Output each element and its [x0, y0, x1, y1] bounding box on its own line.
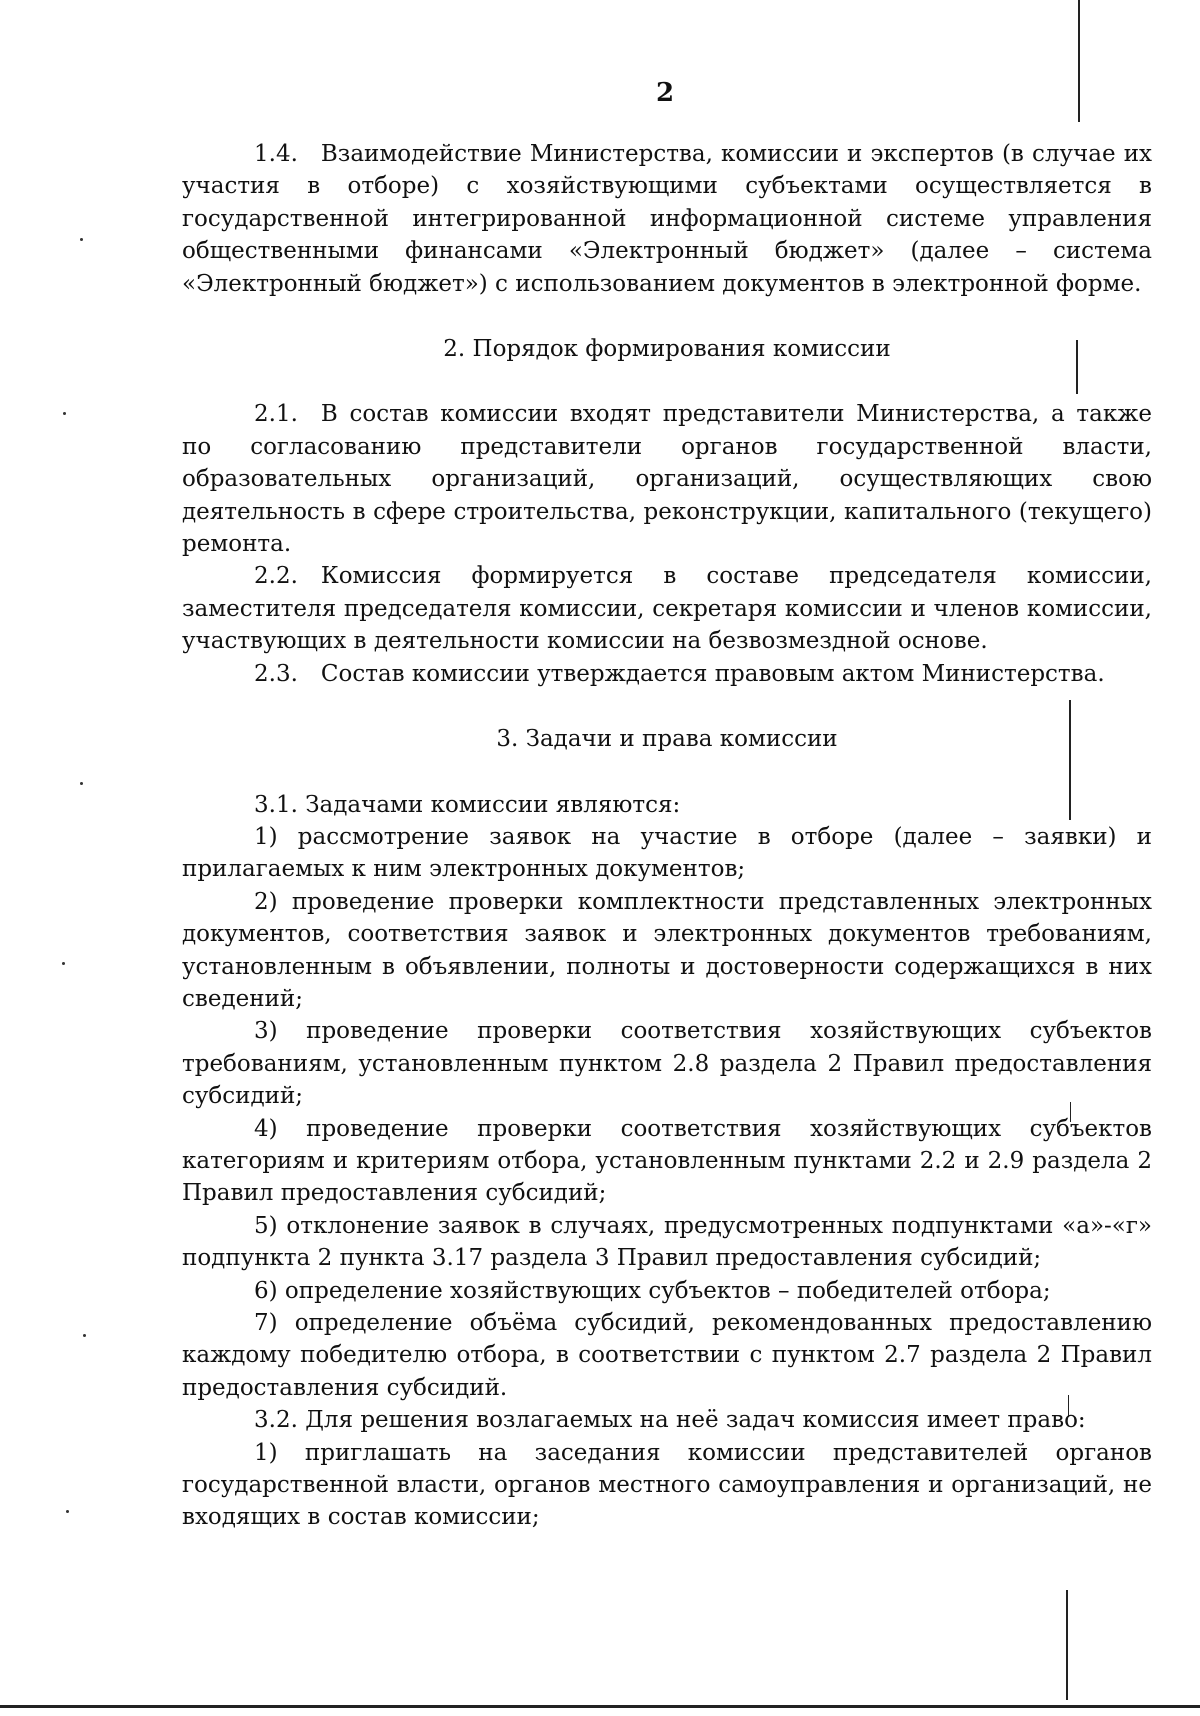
scan-speck — [63, 412, 66, 415]
paragraph-3-2: 3.2. Для решения возлагаемых на неё задач комиссия имеет право: — [254, 1407, 1086, 1434]
list-item-3-1-3: 3) проведение проверки соответствия хозяйствующих субъектов требованиям, установленным пунктом 2.8 раздела 2 Правил предоставления субсидий; — [182, 1018, 1152, 1110]
document-body — [182, 138, 1152, 1534]
scan-speck — [83, 1334, 86, 1337]
scan-artifact-line — [1066, 1590, 1068, 1700]
paragraph-1-4: 1.4. Взаимодействие Министерства, комиссии и экспертов (в случае их участия в отборе) с хозяйствующими субъектами осуществляется в государственной интегрированной информационной системе управления общественными финансами «Электронный бюджет» (далее – система «Электронный бюджет») с использованием документов в электронной форме. — [182, 141, 1152, 297]
scan-speck — [62, 962, 65, 965]
scan-speck — [66, 1510, 69, 1513]
scan-speck — [80, 782, 83, 785]
page-bottom-edge — [0, 1705, 1200, 1708]
paragraph-2-3: 2.3. Состав комиссии утверждается правовым актом Министерства. — [254, 660, 1105, 687]
paragraph-3-1: 3.1. Задачами комиссии являются: — [254, 791, 681, 818]
paragraph-2-2: 2.2. Комиссия формируется в составе председателя комиссии, заместителя председателя комиссии, секретаря комиссии и членов комиссии, участвующих в деятельности комиссии на безвозмездной основе. — [182, 563, 1152, 655]
section-heading-3: 3. Задачи и права комиссии — [496, 726, 838, 753]
list-item-3-2-1: 1) приглашать на заседания комиссии представителей органов государственной власти, органов местного самоуправления и организаций, не входящих в состав комиссии; — [182, 1439, 1152, 1531]
list-item-3-1-1: 1) рассмотрение заявок на участие в отборе (далее – заявки) и прилагаемых к ним электронных документов; — [182, 823, 1152, 883]
page-number: 2 — [655, 78, 675, 108]
list-item-3-1-2: 2) проведение проверки комплектности представленных электронных документов, соответствия заявок и электронных документов требованиям, установленным в объявлении, полноты и достоверности содержащихся в них сведений; — [182, 888, 1152, 1012]
list-item-3-1-6: 6) определение хозяйствующих субъектов – победителей отбора; — [254, 1277, 1051, 1304]
list-item-3-1-5: 5) отклонение заявок в случаях, предусмотренных подпунктами «а»-«г» подпункта 2 пункта 3.17 раздела 3 Правил предоставления субсидий; — [182, 1212, 1152, 1272]
paragraph-2-1: 2.1. В состав комиссии входят представители Министерства, а также по согласованию представители органов государственной власти, образовательных организаций, организаций, осуществляющих свою деятельность в сфере строительства, реконструкции, капитального (текущего) ремонта. — [182, 401, 1152, 558]
list-item-3-1-7: 7) определение объёма субсидий, рекомендованных предоставлению каждому победителю отбора, в соответствии с пунктом 2.7 раздела 2 Правил предоставления субсидий. — [182, 1310, 1152, 1401]
list-item-3-1-4: 4) проведение проверки соответствия хозяйствующих субъектов категориям и критериям отбора, установленным пунктами 2.2 и 2.9 раздела 2 Правил предоставления субсидий; — [182, 1115, 1152, 1207]
scan-speck — [80, 238, 83, 241]
section-heading-2: 2. Порядок формирования комиссии — [443, 336, 891, 363]
